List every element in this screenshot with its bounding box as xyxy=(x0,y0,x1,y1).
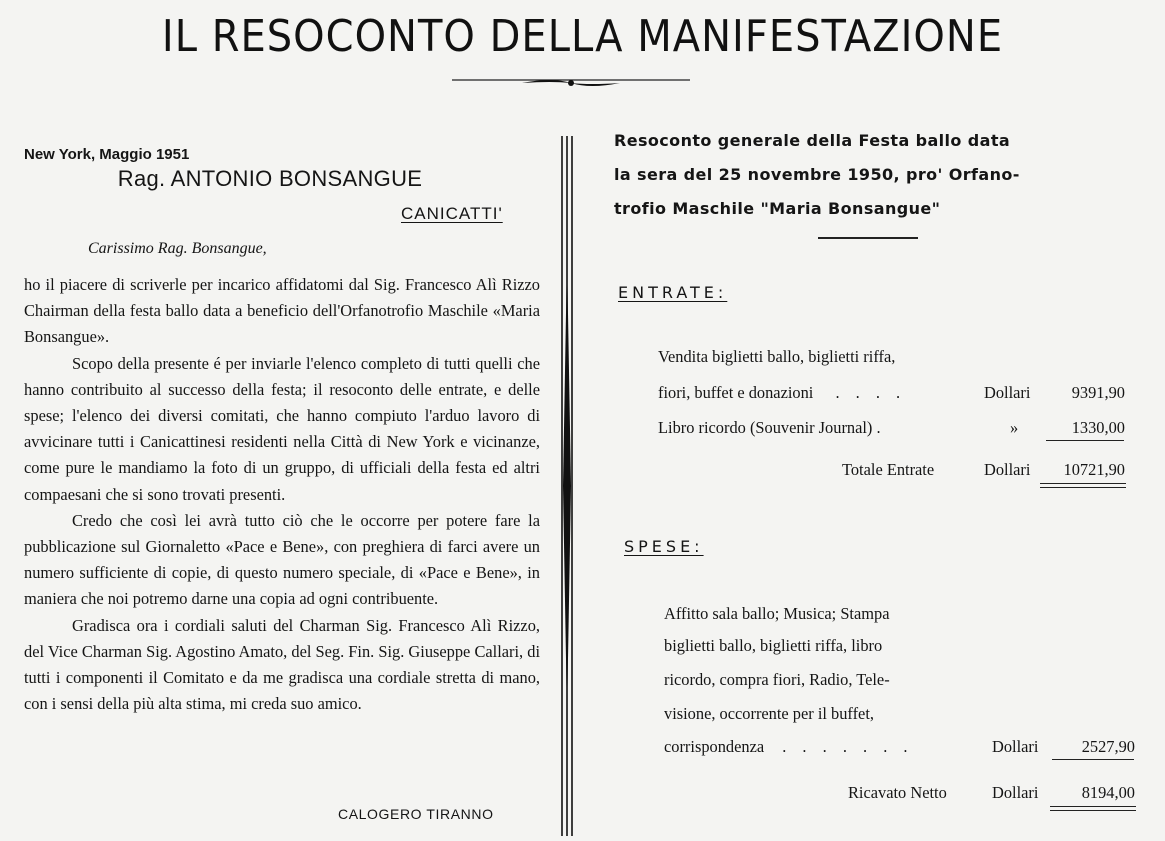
dot-leaders: . . . . . . . xyxy=(782,737,914,756)
entrate-item-2-line: Libro ricordo (Souvenir Journal) . xyxy=(658,418,881,437)
entrate-total-label: Totale Entrate xyxy=(842,460,935,479)
page-title: IL RESOCONTO DELLA MANIFESTAZIONE xyxy=(161,12,1004,62)
entrate-title: ENTRATE: xyxy=(618,283,728,302)
subtotal-rule xyxy=(1046,440,1124,441)
entrate-total-amount: 10721,90 xyxy=(1063,460,1125,479)
report-heading xyxy=(614,124,1114,226)
entrate-item-1-amount: 9391,90 xyxy=(1071,383,1125,402)
letter-signature: CALOGERO TIRANNO xyxy=(338,806,494,822)
letter-body xyxy=(24,272,540,717)
entrate-item-2-currency: » xyxy=(1010,418,1019,437)
net-double-rule xyxy=(1050,806,1136,811)
spese-line: biglietti ballo, biglietti riffa, libro xyxy=(664,636,883,655)
column-divider xyxy=(552,136,582,836)
spese-line: corrispondenza xyxy=(664,737,765,756)
report-heading-line: Resoconto generale della Festa ballo data xyxy=(614,131,1011,150)
net-currency: Dollari xyxy=(992,783,1039,802)
net-label: Ricavato Netto xyxy=(848,783,947,802)
spese-currency: Dollari xyxy=(992,737,1039,756)
total-double-rule xyxy=(1040,483,1126,488)
spese-rule xyxy=(1052,759,1134,760)
spese-line: visione, occorrente per il buffet, xyxy=(664,704,874,723)
net-amount: 8194,00 xyxy=(1081,783,1135,802)
entrate-total-currency: Dollari xyxy=(984,460,1031,479)
letter-paragraph: ho il piacere di scriverle per incarico affidatomi dal Sig. Francesco Alì Rizzo Chairman della festa ballo data a beneficio dell'Orfanotrofio Maschile «Maria Bonsangue». xyxy=(24,275,540,347)
letter-paragraph: Scopo della presente é per inviarle l'elenco completo di tutti quelli che hanno contribuito al successo della festa; il resoconto delle entrate, e delle spese; l'elenco dei diversi comitati, che hanno compiuto l'arduo lavoro di avvicinare tutti i Canicattinesi residenti nella Città di New York e vicinanze, come pure le mandiamo la foto di un gruppo, di ufficiali della festa ed altri compaesani che si sono trovati presenti. xyxy=(24,353,540,504)
letter-paragraph: Gradisca ora i cordiali saluti del Charman Sig. Francesco Alì Rizzo, del Vice Charman Sig. Agostino Amato, del Seg. Fin. Sig. Giuseppe Callari, di tutti i componenti il Comitato e da me gradisca una cordiale stretta di mano, con i sensi della più alta stima, mi creda suo amico. xyxy=(24,615,540,714)
letter-recipient: Rag. ANTONIO BONSANGUE xyxy=(117,166,423,191)
report-heading-line: trofio Maschile "Maria Bonsangue" xyxy=(614,199,941,218)
entrate-item-1-line-1: Vendita biglietti ballo, biglietti riffa, xyxy=(658,347,896,366)
letter-dateline: New York, Maggio 1951 xyxy=(24,146,190,163)
spese-line-last xyxy=(664,737,914,757)
spese-title: SPESE: xyxy=(624,537,704,556)
spese-line: Affitto sala ballo; Musica; Stampa xyxy=(664,604,890,623)
entrate-item-1-text: fiori, buffet e donazioni xyxy=(658,383,814,402)
heading-rule xyxy=(818,237,918,239)
letter-city: CANICATTI' xyxy=(401,204,503,223)
spese-amount: 2527,90 xyxy=(1081,737,1135,756)
letter-salutation: Carissimo Rag. Bonsangue, xyxy=(88,240,267,257)
dot-leaders: . . . . xyxy=(835,383,907,402)
letter-paragraph: Credo che così lei avrà tutto ciò che le occorre per potere fare la pubblicazione sul Giornaletto «Pace e Bene», con preghiera di farci avere un numero sufficiente di copie, di questo numero speciale, di «Pace e Bene», in maniera che noi potremo darne una copia ad ogni contribuente. xyxy=(24,510,540,609)
spese-line: ricordo, compra fiori, Radio, Tele- xyxy=(664,670,890,689)
entrate-item-1-line-2 xyxy=(658,383,906,403)
entrate-item-2-amount: 1330,00 xyxy=(1071,418,1125,437)
title-ornament-rule xyxy=(452,68,690,98)
entrate-item-1-currency: Dollari xyxy=(984,383,1031,402)
report-heading-line: la sera del 25 novembre 1950, pro' Orfano- xyxy=(614,165,1020,184)
